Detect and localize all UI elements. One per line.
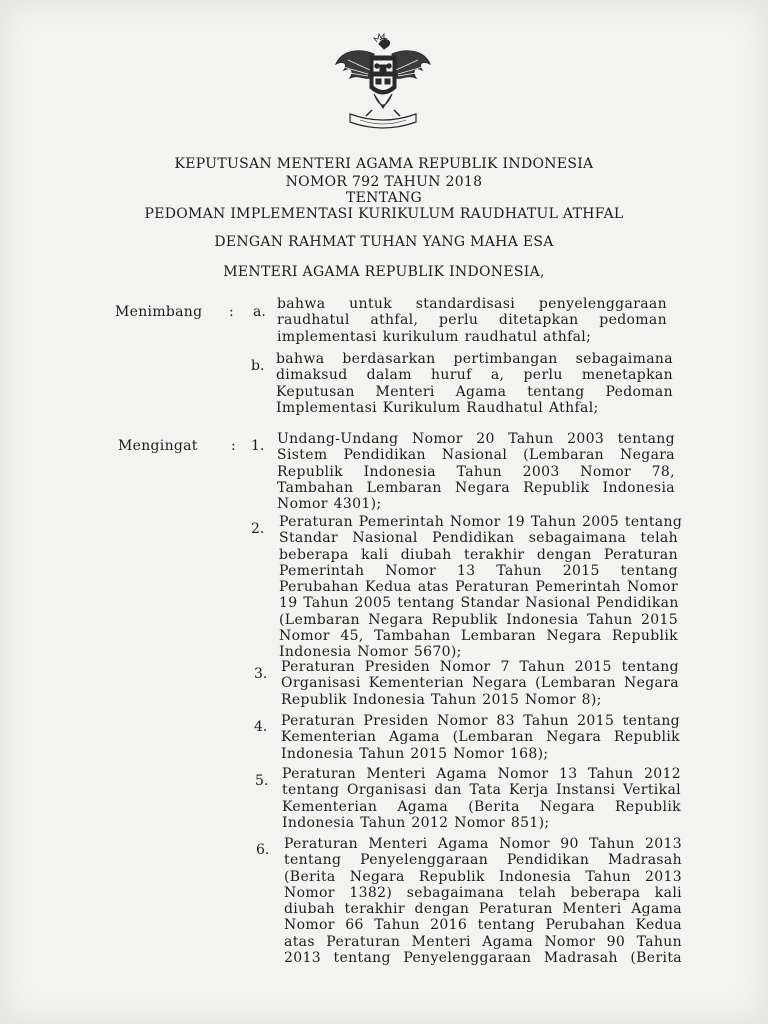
text-line: Implementasi Kurikulum Raudhatul Athfal;: [276, 399, 599, 416]
text-line: tentang Organisasi dan Tata Kerja Instansi Vertikal: [282, 782, 681, 799]
text-line: Indonesia Tahun 2015 Nomor 168);: [281, 745, 549, 762]
mengingat-marker-5: 5.: [255, 773, 269, 789]
text-line: Sistem Pendidikan Nasional (Lembaran Negara: [277, 447, 675, 464]
mengingat-marker-2: 2.: [251, 521, 265, 537]
text-line: beberapa kali diubah terakhir dengan Peraturan: [279, 546, 678, 563]
text-line: Nomor 66 Tahun 2016 tentang Perubahan Kedua: [284, 917, 682, 934]
text-line: Standar Nasional Pendidikan sebagaimana telah: [279, 530, 678, 547]
mengingat-item-6: [284, 836, 682, 966]
menimbang-label: Menimbang: [115, 304, 203, 320]
text-line: Republik Indonesia Tahun 2003 Nomor 78,: [277, 463, 675, 480]
menimbang-colon: :: [229, 304, 234, 320]
text-line: Undang-Undang Nomor 20 Tahun 2003 tentang: [277, 431, 675, 447]
text-line: Pemerintah Nomor 13 Tahun 2015 tentang: [279, 562, 678, 579]
text-line: Kementerian Agama (Berita Negara Republik: [282, 798, 681, 815]
text-line: bahwa berdasarkan pertimbangan sebagaimana: [276, 351, 673, 367]
invocation: DENGAN RAHMAT TUHAN YANG MAHA ESA: [214, 234, 554, 250]
mengingat-item-4: [281, 713, 680, 762]
mengingat-marker-4: 4.: [254, 719, 268, 735]
menimbang-item-a: [277, 296, 667, 345]
text-line: diubah terakhir dengan Peraturan Menteri Agama: [284, 901, 682, 918]
mengingat-marker-1: 1.: [251, 438, 265, 454]
text-line: Tambahan Lembaran Negara Republik Indonesia: [277, 479, 675, 496]
text-line: Peraturan Menteri Agama Nomor 13 Tahun 2012: [282, 766, 681, 782]
text-line: implementasi kurikulum raudhatul athfal;: [277, 328, 592, 345]
text-line: Kementerian Agama (Lembaran Negara Republik: [281, 729, 680, 746]
menimbang-marker-a: a.: [253, 304, 266, 320]
decree-title: KEPUTUSAN MENTERI AGAMA REPUBLIK INDONESIA: [174, 156, 594, 172]
text-line: 19 Tahun 2005 tentang Standar Nasional Pendidikan: [279, 595, 679, 612]
garuda-emblem-icon: [330, 30, 436, 136]
text-line: dimaksud dalam huruf a, perlu menetapkan: [276, 367, 673, 384]
decree-subject: PEDOMAN IMPLEMENTASI KURIKULUM RAUDHATUL ATHFAL: [144, 206, 624, 222]
text-line: tentang Penyelenggaraan Pendidikan Madrasah: [284, 852, 682, 869]
mengingat-item-1: [277, 431, 675, 512]
text-line: Indonesia Tahun 2012 Nomor 851);: [282, 814, 550, 831]
text-line: Peraturan Pemerintah Nomor 19 Tahun 2005 tentang: [279, 514, 683, 530]
text-line: Perubahan Kedua atas Peraturan Pemerintah Nomor: [279, 579, 678, 596]
text-line: Republik Indonesia Tahun 2015 Nomor 8);: [281, 691, 602, 708]
menimbang-item-b: [276, 351, 673, 416]
text-line: Peraturan Menteri Agama Nomor 90 Tahun 2013: [284, 836, 682, 852]
mengingat-colon: :: [231, 438, 236, 454]
text-line: Nomor 1382) sebagaimana telah beberapa kali: [284, 884, 682, 901]
menimbang-marker-b: b.: [251, 358, 265, 374]
mengingat-item-2: [279, 514, 683, 661]
text-line: Peraturan Presiden Nomor 83 Tahun 2015 tentang: [281, 713, 680, 729]
mengingat-item-5: [282, 766, 681, 831]
text-line: Keputusan Menteri Agama tentang Pedoman: [276, 383, 673, 400]
text-line: Nomor 4301);: [277, 496, 382, 513]
decree-number: NOMOR 792 TAHUN 2018: [285, 174, 483, 190]
text-line: Organisasi Kementerian Negara (Lembaran Negara: [281, 675, 679, 692]
text-line: bahwa untuk standardisasi penyelenggaraan: [277, 296, 667, 312]
text-line: (Lembaran Negara Republik Indonesia Tahun 2015: [279, 611, 678, 628]
text-line: Nomor 45, Tambahan Lembaran Negara Republik: [279, 628, 678, 645]
text-line: (Berita Negara Republik Indonesia Tahun 2013: [284, 868, 682, 885]
mengingat-label: Mengingat: [118, 438, 198, 454]
text-line: Peraturan Presiden Nomor 7 Tahun 2015 tentang: [281, 659, 679, 675]
mengingat-marker-6: 6.: [256, 842, 270, 858]
decree-tentang: TENTANG: [345, 190, 423, 206]
text-line: 2013 tentang Penyelenggaraan Madrasah (Berita: [284, 950, 682, 967]
mengingat-marker-3: 3.: [254, 666, 268, 682]
issuer: MENTERI AGAMA REPUBLIK INDONESIA,: [223, 264, 545, 280]
text-line: atas Peraturan Menteri Agama Nomor 90 Tahun: [284, 933, 682, 950]
mengingat-item-3: [281, 659, 679, 708]
text-line: Indonesia Nomor 5670);: [279, 644, 462, 661]
text-line: raudhatul athfal, perlu ditetapkan pedoman: [277, 312, 667, 329]
